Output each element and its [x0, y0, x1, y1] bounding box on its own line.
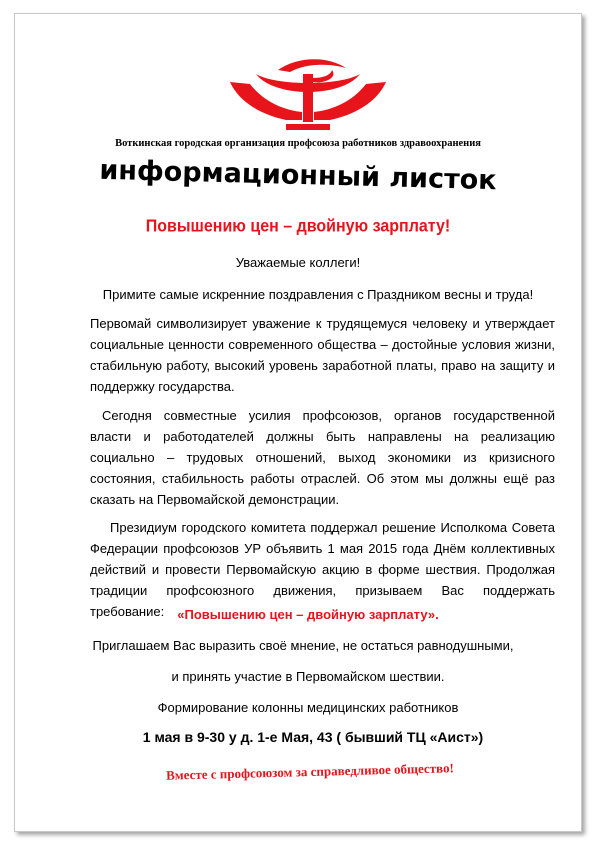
- paragraph-1: Первомай символизирует уважение к трудящемуся человеку и утверждает социальные ценности современного общества – достойные условия жизни, стабильную работу, высокий уровень заработной платы, право на защиту и поддержку государства.: [90, 316, 555, 394]
- page-title: информационный листок: [99, 154, 497, 197]
- meeting-time-place: 1 мая в 9-30 у д. 1-е Мая, 43 ( бывший ТЦ «Аист»): [142, 729, 484, 745]
- organization-name: Воткинская городская организация профсоюза работников здравоохранения: [115, 138, 481, 149]
- congratulations: Примите самые искренние поздравления с Праздником весны и труда!: [102, 287, 534, 302]
- formation-info: Формирование колонны медицинских работников: [157, 700, 459, 715]
- slogan: Повышению цен – двойную зарплату!: [145, 216, 451, 236]
- paragraph-3: Президиум городского комитета поддержал решение Исполкома Совета Федерации профсоюзов УР объявить 1 мая 2015 года Днём коллективных действий и провести Первомайскую акцию в форме шествия. Продолжая традиции профсоюзного движения, призываем Вас поддержать требование:: [90, 520, 555, 619]
- greeting: Уважаемые коллеги!: [235, 255, 361, 270]
- invitation-line-1: Приглашаем Вас выразить своё мнение, не остаться равнодушными,: [92, 638, 514, 653]
- demand: «Повышению цен – двойную зарплату».: [177, 607, 439, 622]
- paragraph-2: Сегодня совместные усилия профсоюзов, органов государственной власти и работодателей должны быть направлены на реализацию социально – трудовых отношений, выход экономики из кризисного состояния, стабильность работы отраслей. Об этом мы должны ещё раз сказать на Первомайской демонстрации.: [90, 408, 555, 507]
- trade-union-health-logo-icon: [228, 54, 388, 132]
- closing-slogan: Вместе с профсоюзом за справедливое общество!: [165, 760, 455, 783]
- invitation-line-2: и принять участие в Первомайском шествии.: [171, 669, 445, 684]
- leaflet-page: [14, 13, 582, 832]
